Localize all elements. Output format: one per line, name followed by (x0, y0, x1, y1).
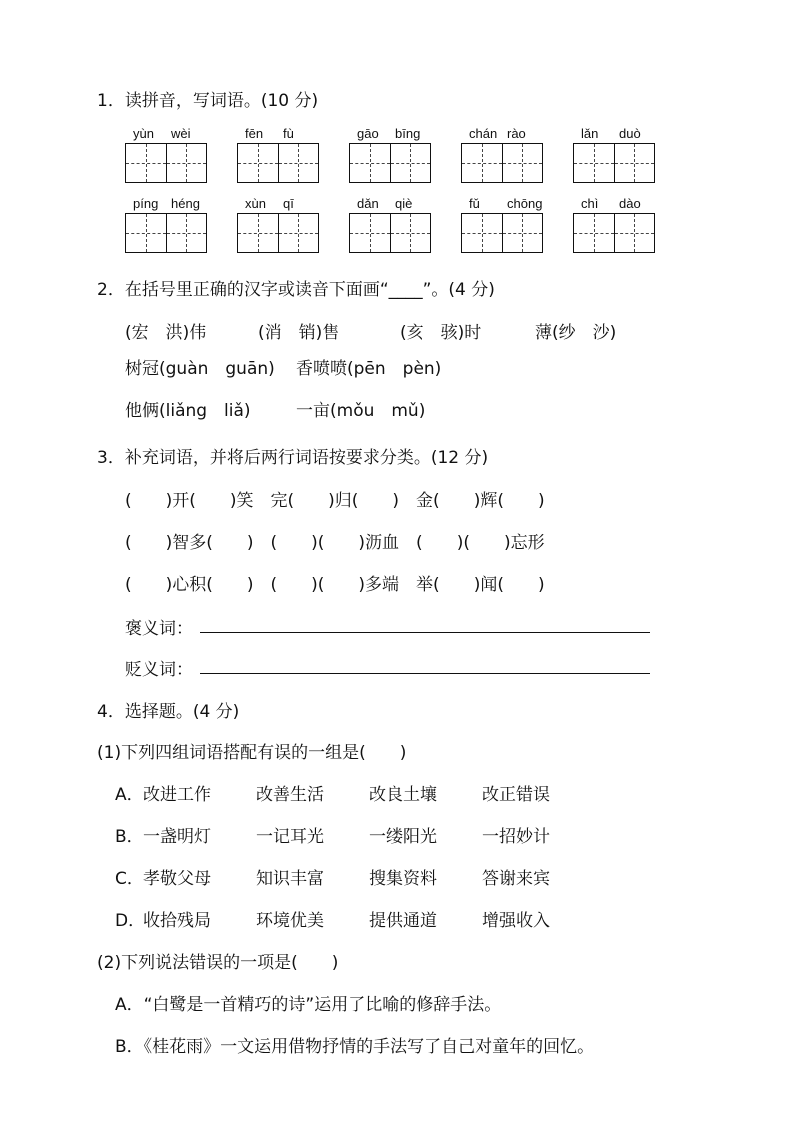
pinyin-text: yùn (133, 126, 154, 141)
q2-item[interactable]: (宏 洪)伟 (125, 323, 207, 343)
commendatory-answer-line[interactable] (200, 632, 650, 633)
q3-title: 3．补充词语，并将后两行词语按要求分类。(12 分) (97, 448, 489, 468)
pinyin-text: chōng (507, 196, 543, 211)
writing-grid[interactable] (461, 213, 543, 253)
option-label[interactable]: C． (115, 869, 144, 889)
pinyin-text: chì (581, 196, 599, 211)
option-word: 增强收入 (482, 911, 550, 931)
pinyin-text: fēn (245, 126, 264, 141)
writing-grid[interactable] (237, 213, 319, 253)
derogatory-answer-line[interactable] (200, 673, 650, 674)
writing-cell[interactable] (126, 214, 167, 252)
writing-grid[interactable] (349, 143, 431, 183)
option-word: 搜集资料 (369, 869, 437, 889)
pinyin-text: gāo (357, 126, 379, 141)
option-word: 一盏明灯 (143, 827, 211, 847)
writing-cell[interactable] (574, 214, 615, 252)
option-word: 一记耳光 (256, 827, 324, 847)
writing-cell[interactable] (238, 214, 279, 252)
q2-item[interactable]: 一亩(mǒu mǔ) (296, 401, 426, 421)
q2-item[interactable]: 薄(纱 沙) (535, 323, 617, 343)
writing-cell[interactable] (279, 144, 319, 182)
writing-cell[interactable] (238, 144, 279, 182)
option-word: 知识丰富 (256, 869, 324, 889)
pinyin-text: qī (283, 196, 294, 211)
q3-row[interactable]: ( )开( )笑 完( )归( ) 金( )辉( ) (125, 491, 545, 511)
option-word: 答谢来宾 (482, 869, 550, 889)
option-word: 环境优美 (256, 911, 324, 931)
pinyin-text: dǎn (357, 196, 379, 211)
pinyin-text: dào (619, 196, 641, 211)
q1-title: 1．读拼音，写词语。(10 分) (97, 91, 319, 111)
writing-cell[interactable] (503, 214, 543, 252)
writing-grid[interactable] (349, 213, 431, 253)
option-word: 收拾残局 (143, 911, 211, 931)
writing-cell[interactable] (574, 144, 615, 182)
pinyin-text: chán (469, 126, 498, 141)
pinyin-text: fǔ (469, 196, 480, 211)
writing-cell[interactable] (126, 144, 167, 182)
option-label[interactable]: A． (115, 785, 144, 805)
q4-sub1-stem: (1)下列四组词语搭配有误的一组是( ) (97, 743, 407, 763)
writing-cell[interactable] (391, 144, 431, 182)
q3-row[interactable]: ( )智多( ) ( )( )沥血 ( )( )忘形 (125, 533, 545, 553)
writing-grid[interactable] (573, 143, 655, 183)
pinyin-text: rào (507, 126, 526, 141)
option-word: 一缕阳光 (369, 827, 437, 847)
option-word: 改正错误 (482, 785, 550, 805)
option-word: 一招妙计 (482, 827, 550, 847)
writing-cell[interactable] (462, 214, 503, 252)
q2-item[interactable]: (消 销)售 (258, 323, 340, 343)
writing-grid[interactable] (125, 143, 207, 183)
option-word: 提供通道 (369, 911, 437, 931)
pinyin-text: lǎn (581, 126, 599, 141)
q2-item[interactable]: 树冠(guàn guān) (125, 359, 275, 379)
pinyin-text: píng (133, 196, 159, 211)
option-label[interactable]: D． (115, 911, 146, 931)
q4-sub2-option-b[interactable]: B．《桂花雨》一文运用借物抒情的手法写了自己对童年的回忆。 (115, 1037, 595, 1057)
writing-cell[interactable] (167, 144, 207, 182)
writing-cell[interactable] (615, 214, 655, 252)
q4-title: 4．选择题。(4 分) (97, 702, 240, 722)
writing-grid[interactable] (461, 143, 543, 183)
option-word: 改良土壤 (369, 785, 437, 805)
option-word: 改善生活 (256, 785, 324, 805)
q2-item[interactable]: 他俩(liǎng liǎ) (125, 401, 251, 421)
q4-sub2-option-a[interactable]: A．“白鹭是一首精巧的诗”运用了比喻的修辞手法。 (115, 995, 502, 1015)
writing-grid[interactable] (125, 213, 207, 253)
writing-cell[interactable] (350, 214, 391, 252)
option-word: 孝敬父母 (143, 869, 211, 889)
option-word: 改进工作 (143, 785, 211, 805)
commendatory-label: 褒义词： (125, 619, 193, 639)
writing-cell[interactable] (462, 144, 503, 182)
pinyin-text: fù (283, 126, 294, 141)
writing-cell[interactable] (279, 214, 319, 252)
option-label[interactable]: B． (115, 827, 144, 847)
q2-title: 2．在括号里正确的汉字或读音下面画“____”。(4 分) (97, 280, 495, 300)
writing-cell[interactable] (503, 144, 543, 182)
writing-grid[interactable] (237, 143, 319, 183)
q3-row[interactable]: ( )心积( ) ( )( )多端 举( )闻( ) (125, 575, 545, 595)
writing-cell[interactable] (350, 144, 391, 182)
pinyin-text: héng (171, 196, 200, 211)
pinyin-text: bīng (395, 126, 421, 141)
q2-item[interactable]: 香喷喷(pēn pèn) (296, 359, 442, 379)
q4-sub2-stem: (2)下列说法错误的一项是( ) (97, 953, 339, 973)
pinyin-text: duò (619, 126, 641, 141)
pinyin-text: qiè (395, 196, 413, 211)
pinyin-text: wèi (171, 126, 191, 141)
writing-cell[interactable] (391, 214, 431, 252)
q2-item[interactable]: (亥 骇)时 (400, 323, 482, 343)
writing-cell[interactable] (167, 214, 207, 252)
writing-grid[interactable] (573, 213, 655, 253)
derogatory-label: 贬义词： (125, 660, 193, 680)
writing-cell[interactable] (615, 144, 655, 182)
pinyin-text: xùn (245, 196, 266, 211)
